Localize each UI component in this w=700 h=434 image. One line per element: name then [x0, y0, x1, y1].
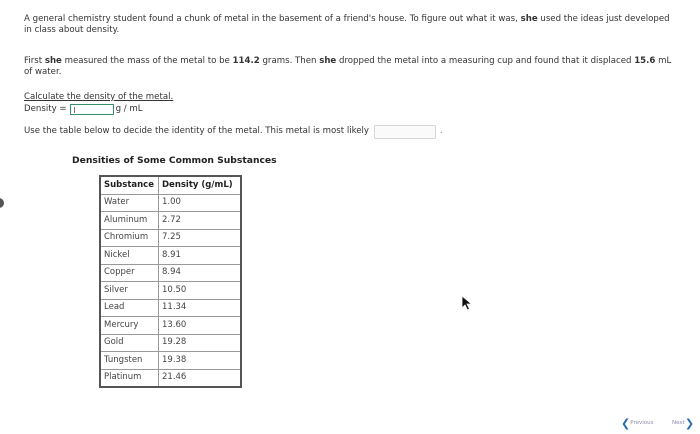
chevron-left-icon: ❮ [621, 417, 631, 430]
substance-cell: Copper [100, 264, 159, 282]
table-row [100, 317, 241, 335]
measurement-text: First [24, 56, 45, 66]
measurement-text: dropped the metal into a measuring cup and found that it displaced [336, 56, 635, 66]
table-row [100, 282, 241, 300]
intro-text: A general chemistry student found a chunk of metal in the basement of a friend's house. To figure out what it was, [24, 14, 521, 24]
table-row [100, 352, 241, 370]
identify-metal-row [24, 125, 679, 139]
calculation-prompt: Calculate the density of the metal. [24, 92, 174, 102]
density-cell: 10.50 [159, 282, 242, 300]
table-row [100, 212, 241, 230]
header-substance: Substance [100, 176, 159, 194]
substance-cell: Nickel [100, 247, 159, 265]
density-cell: 19.38 [159, 352, 242, 370]
text-caret [74, 107, 75, 113]
density-cell: 7.25 [159, 229, 242, 247]
measurement-emphasis: she [319, 56, 337, 66]
table-row [100, 247, 241, 265]
measurement-text: grams. Then [259, 56, 320, 66]
density-cell: 13.60 [159, 317, 242, 335]
problem-intro [24, 14, 679, 36]
volume-value: 15.6 [634, 56, 656, 66]
previous-button[interactable] [621, 418, 653, 429]
next-button[interactable] [672, 418, 694, 429]
substance-cell: Platinum [100, 369, 159, 387]
density-cell: 19.28 [159, 334, 242, 352]
sentence-period: . [440, 126, 443, 137]
substance-cell: Chromium [100, 229, 159, 247]
problem-measurement [24, 56, 679, 78]
table-header-row [100, 176, 241, 194]
substance-cell: Tungsten [100, 352, 159, 370]
substance-cell: Gold [100, 334, 159, 352]
table-row [100, 229, 241, 247]
table-row [100, 264, 241, 282]
next-label: Next [672, 419, 685, 426]
density-input[interactable] [70, 104, 114, 115]
header-density: Density (g/mL) [159, 176, 242, 194]
mouse-cursor-icon [461, 295, 475, 315]
density-cell: 1.00 [159, 194, 242, 212]
intro-emphasis: she [520, 14, 538, 24]
substance-cell: Silver [100, 282, 159, 300]
table-row [100, 334, 241, 352]
substance-cell: Lead [100, 299, 159, 317]
table-title: Densities of Some Common Substances [72, 155, 277, 166]
substance-cell: Mercury [100, 317, 159, 335]
table-row [100, 194, 241, 212]
density-cell: 11.34 [159, 299, 242, 317]
density-label: Density = [24, 104, 67, 115]
mass-value: 114.2 [232, 56, 260, 66]
density-unit: g / mL [115, 104, 143, 115]
density-cell: 8.91 [159, 247, 242, 265]
density-cell: 8.94 [159, 264, 242, 282]
density-calculation [24, 92, 679, 115]
density-table [99, 175, 242, 388]
substance-cell: Aluminum [100, 212, 159, 230]
table-row [100, 369, 241, 387]
identify-prompt: Use the table below to decide the identity of the metal. This metal is most likely [24, 126, 370, 137]
previous-label: Previous [630, 419, 654, 426]
metal-answer-input[interactable] [374, 125, 436, 139]
measurement-text: measured the mass of the metal to be [61, 56, 233, 66]
measurement-emphasis: she [44, 56, 62, 66]
intro-text-end: used the ideas just developed in class about density. [24, 14, 670, 36]
chevron-right-icon: ❯ [684, 417, 695, 430]
table-row [100, 299, 241, 317]
density-cell: 21.46 [159, 369, 242, 387]
left-edge-handle [0, 198, 4, 208]
density-cell: 2.72 [159, 212, 242, 230]
measurement-text: mL of water. [24, 56, 672, 78]
substance-cell: Water [100, 194, 159, 212]
